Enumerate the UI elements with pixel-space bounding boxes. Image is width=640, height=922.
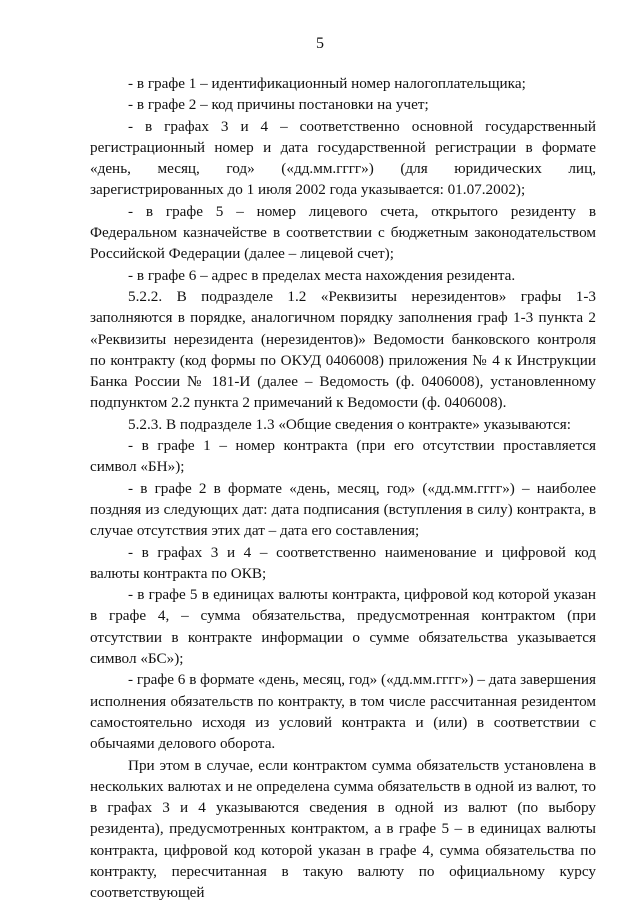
paragraph: - в графах 3 и 4 – соответственно наименование и цифровой код валюты контракта по ОКВ; — [90, 543, 596, 582]
paragraph: При этом в случае, если контрактом сумма обязательств установлена в нескольких валютах и не определена сумма обязательств в одной из валют, то в графах 3 и 4 указываются сведения в одной из валют (по выбору резидента), предусмотренных контрактом, а в графе 5 – в единицах валюты контракта, цифровой код которой указан в графе 4, сумма обязательства по контракту, пересчитанная в такую валюту по официальному курсу соответствующей — [90, 756, 596, 902]
paragraph: 5.2.3. В подразделе 1.3 «Общие сведения о контракте» указываются: — [128, 415, 571, 433]
paragraph: - в графе 1 – идентификационный номер налогоплательщика; — [128, 75, 526, 92]
paragraph: - в графе 2 в формате «день, месяц, год» («дд.мм.гггг») – наиболее поздняя из следующих дат: дата подписания (вступления в силу) контракта, в случае отсутствия этих дат – дата его составления; — [90, 479, 596, 540]
paragraph: - в графе 1 – номер контракта (при его отсутствии проставляется символ «БН»); — [90, 437, 596, 476]
paragraph: - в графе 5 – номер лицевого счета, открытого резиденту в Федеральном казначействе в соответствии с бюджетным законодательством Российской Федерации (далее – лицевой счет); — [90, 202, 596, 263]
document-body — [90, 73, 596, 904]
page-number: 5 — [316, 35, 324, 52]
paragraph: - в графе 5 в единицах валюты контракта, цифровой код которой указан в графе 4, – сумма обязательства, предусмотренная контрактом (при отсутствии в контракте информации о сумме обязательства указывается символ «БС»); — [90, 586, 596, 668]
paragraph: 5.2.2. В подразделе 1.2 «Реквизиты нерезидентов» графы 1-3 заполняются в порядке, аналогичном порядку заполнения граф 1-3 пункта 2 «Реквизиты нерезидента (нерезидентов)» Ведомости банковского контроля по контракту (код формы по ОКУД 0406008) приложения № 4 к Инструкции Банка России № 181-И (далее – Ведомость (ф. 0406008), установленному подпунктом 2.2 пункта 2 примечаний к Ведомости (ф. 0406008). — [90, 287, 596, 412]
paragraph: - в графе 2 – код причины постановки на учет; — [128, 96, 429, 114]
paragraph: - в графе 6 – адрес в пределах места нахождения резидента. — [128, 266, 516, 284]
paragraph: - графе 6 в формате «день, месяц, год» («дд.мм.гггг») – дата завершения исполнения обязательств по контракту, в том числе рассчитанная резидентом самостоятельно исходя из условий контракта и (или) в соответствии с обычаями делового оборота. — [90, 671, 596, 753]
paragraph: - в графах 3 и 4 – соответственно основной государственный регистрационный номер и дата государственной регистрации в формате «день, месяц, год» («дд.мм.гггг») (для юридических лиц, зарегистрированных до 1 июля 2002 года указывается: 01.07.2002); — [90, 117, 596, 199]
